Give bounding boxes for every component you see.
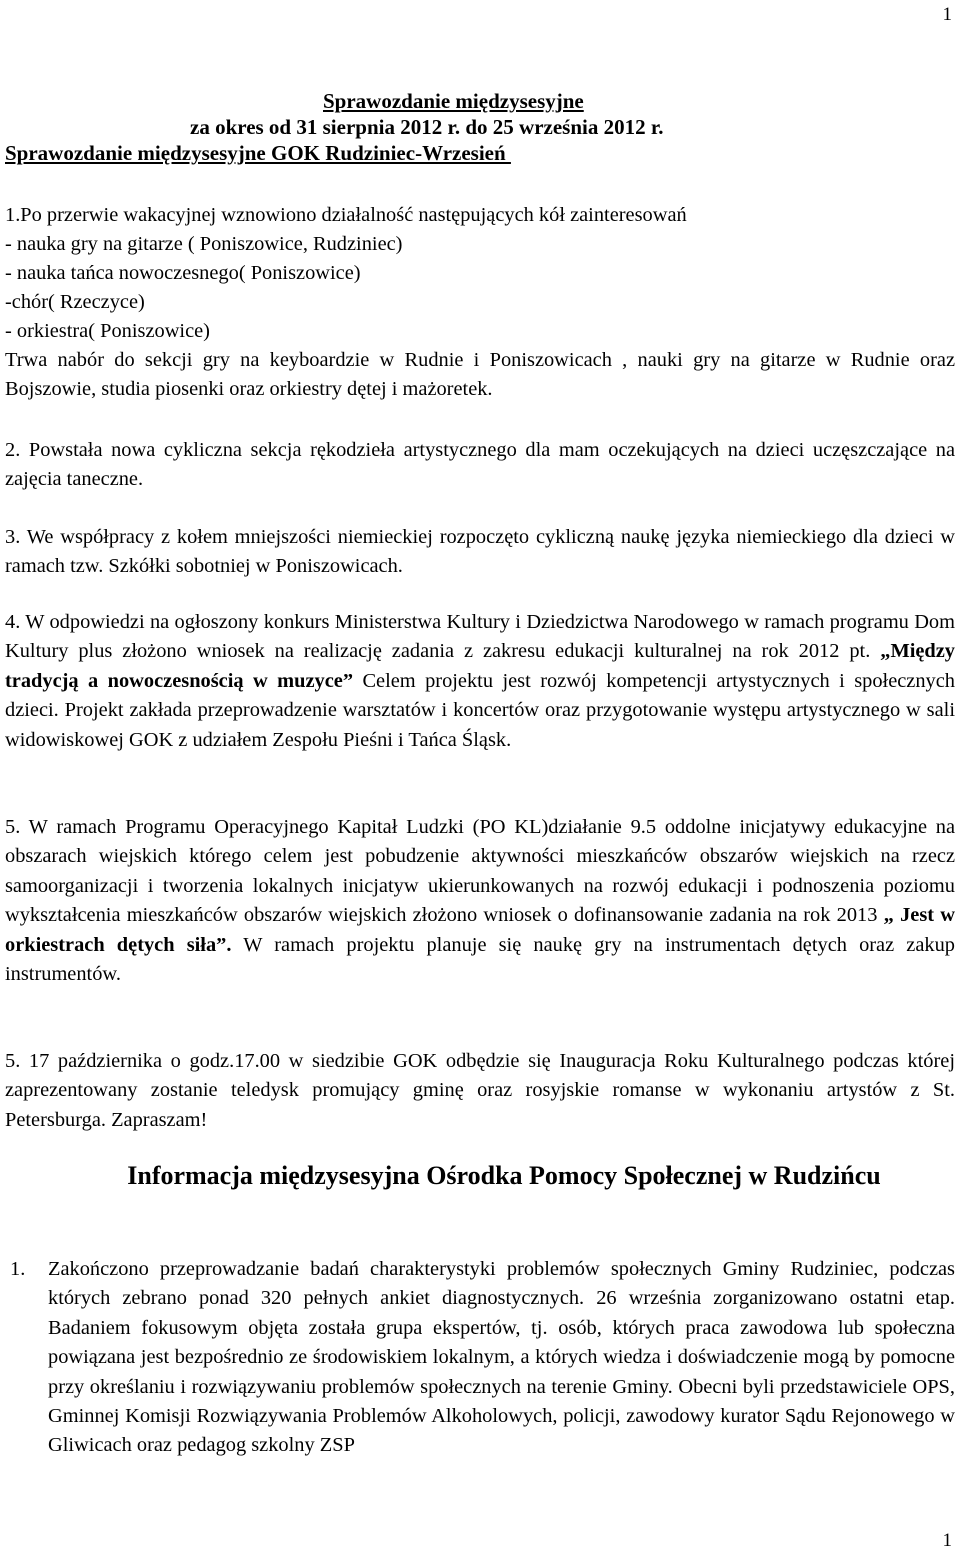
section-1-intro: 1.Po przerwie wakacyjnej wznowiono działalność następujących kół zainteresowań (5, 204, 687, 226)
report-subtitle: Sprawozdanie międzysesyjne GOK Rudziniec-Wrzesień (5, 141, 511, 165)
paragraph-5-text-cont: W ramach projektu planuje się naukę gry na instrumentach dętych oraz zakup instrumentów. (5, 933, 955, 986)
report-title: Sprawozdanie międzysesyjne (323, 89, 584, 113)
osp-item-number: 1. (10, 1258, 26, 1280)
project-title: „Między tradycją a nowoczesnością w muzyce” (5, 640, 955, 692)
paragraph-5 (5, 813, 955, 989)
paragraph-5-text: 5. W ramach Programu Operacyjnego Kapitał Ludzki (PO KL)działanie 9.5 oddolne inicjatywy edukacyjne na obszarach wiejskich którego celem jest pobudzenie aktywności mieszkańców obszarów wiejskich na rzecz samoorganizacji i tworzenia lokalnych inicjatyw ukierunkowanych na rozwój edukacji i podnoszenia poziomu wykształcenia mieszkańców obszarów wiejskich złożono wniosek o dofinansowanie zadania na rok 2013 (5, 816, 955, 927)
paragraph-4-text-cont: Celem projektu jest rozwój kompetencji artystycznych i społecznych dzieci. Projekt zakłada przeprowadzenie warsztatów i koncertów oraz przygotowanie występu artystycznego w sali widowiskowej GOK z udziałem Zespołu Pieśni i Tańca Śląsk. (5, 669, 955, 751)
osp-item-text: Zakończono przeprowadzanie badań charakterystyki problemów społecznych Gminy Rudziniec, podczas których zebrano ponad 320 pełnych ankiet diagnostycznych. 26 września zorganizowano ostatni etap. Badaniem fokusowym objęta została grupa ekspertów, tj. osób, których praca zawodowa lub społeczna powiązana jest bezpośrednio ze środowiskiem lokalnym, a których wiedza i doświadczenie mogą by pomocne przy określaniu i rozwiązywaniu problemów społecznych na terenie Gminy. Obecni byli przedstawiciele OPS, Gminnej Komisji Rozwiązywania Problemów Alkoholowych, policji, zawodowy kurator Sądu Rejonowego w Gliwicach oraz pedagog szkolny ZSP (48, 1258, 955, 1457)
page-number-bottom: 1 (942, 1530, 952, 1551)
activity-item: - nauka tańca nowoczesnego( Poniszowice) (5, 262, 361, 284)
activity-item: - nauka gry na gitarze ( Poniszowice, Rudziniec) (5, 233, 403, 255)
recruitment-paragraph: Trwa nabór do sekcji gry na keyboardzie w Rudnie i Poniszowicach , nauki gry na gitarze w Rudnie oraz Bojszowie, studia piosenki oraz orkiestry dętej i mażoretek. (5, 349, 955, 401)
paragraph-2: 2. Powstała nowa cykliczna sekcja rękodzieła artystycznego dla mam oczekujących na dzieci uczęszczające na zajęcia taneczne. (5, 439, 955, 491)
section-1 (5, 201, 955, 405)
paragraph-6: 5. 17 października o godz.17.00 w siedzibie GOK odbędzie się Inauguracja Roku Kulturalnego podczas której zaprezentowany zostanie teledysk promujący gminę oraz rosyjskie romanse w wykonaniu artystów z St. Petersburga. Zapraszam! (5, 1050, 955, 1131)
paragraph-3: 3. We współpracy z kołem mniejszości niemieckiej rozpoczęto cykliczną naukę języka niemieckiego dla dzieci w ramach tzw. Szkółki sobotniej w Poniszowicach. (5, 526, 955, 578)
page-number-top: 1 (942, 4, 952, 25)
activity-item: - orkiestra( Poniszowice) (5, 320, 210, 342)
paragraph-4 (5, 608, 955, 755)
activity-item: -chór( Rzeczyce) (5, 291, 145, 313)
paragraph-4-text: 4. W odpowiedzi na ogłoszony konkurs Ministerstwa Kultury i Dziedzictwa Narodowego w ramach programu Dom Kultury plus złożono wniosek na realizację zadania z zakresu edukacji kulturalnej na rok 2012 pt. (5, 611, 955, 663)
osp-heading: Informacja międzysesyjna Ośrodka Pomocy Społecznej w Rudzińcu (127, 1161, 881, 1190)
project-title: „ Jest w orkiestrach dętych siła”. (5, 904, 956, 956)
report-period: za okres od 31 sierpnia 2012 r. do 25 września 2012 r. (190, 115, 664, 139)
